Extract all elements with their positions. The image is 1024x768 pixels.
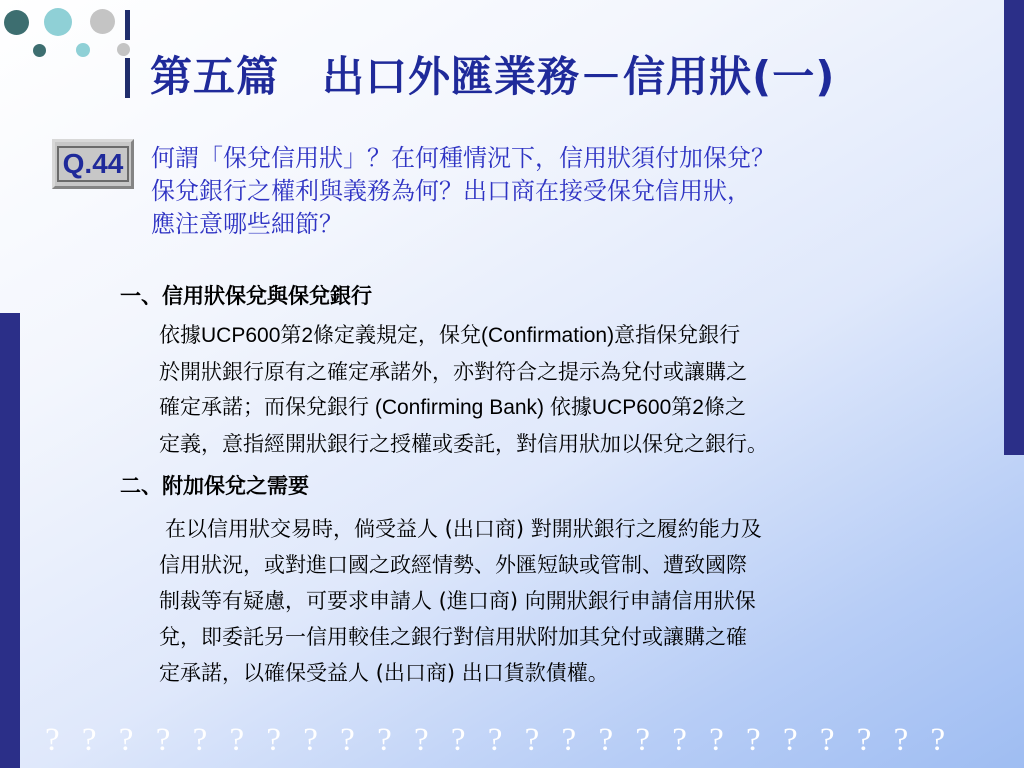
body-line: 信用狀況，或對進口國之政經情勢、外匯短缺或管制、遭致國際 <box>159 553 747 577</box>
decor-dot <box>90 9 115 34</box>
body-line: 定承諾，以確保受益人 (出口商) 出口貨款債權。 <box>159 661 609 685</box>
question-line: 應注意哪些細節？ <box>151 210 343 238</box>
question-line: 何謂「保兌信用狀」？在何種情況下，信用狀須付加保兌？ <box>151 144 775 172</box>
footer-glyphs: ? ? ? ? ? ? ? ? ? ? ? ? ? ? ? ? ? ? ? ? ? ? ? ? ? <box>45 722 953 758</box>
decor-dot <box>33 44 46 57</box>
body-line: 制裁等有疑慮，可要求申請人 (進口商) 向開狀銀行申請信用狀保 <box>159 589 756 613</box>
decor-dot <box>117 43 130 56</box>
decor-dot <box>4 10 29 35</box>
question-text <box>151 142 1001 241</box>
left-side-bar <box>0 313 20 768</box>
body-line: 定義，意指經開狀銀行之授權或委託，對信用狀加以保兌之銀行。 <box>159 432 768 456</box>
question-number: Q.44 <box>57 146 130 182</box>
title-divider <box>125 10 130 40</box>
section-heading: 二、附加保兌之需要 <box>120 474 309 498</box>
section-body <box>159 511 980 691</box>
question-line: 保兌銀行之權利與義務為何？出口商在接受保兌信用狀， <box>151 177 751 205</box>
body-line: 依據UCP600第2條定義規定，保兌(Confirmation)意指保兌銀行 <box>159 324 741 347</box>
right-side-bar <box>1004 0 1024 455</box>
body-line: 兌，即委託另一信用較佳之銀行對信用狀附加其兌付或讓購之確 <box>159 625 747 649</box>
question-badge <box>52 139 134 189</box>
decor-dot <box>44 8 72 36</box>
decor-dot <box>76 43 90 57</box>
title-divider <box>125 58 130 98</box>
page-title: 第五篇 出口外匯業務－信用狀(一) <box>150 52 836 101</box>
section-body <box>159 318 974 462</box>
body-line: 在以信用狀交易時，倘受益人 (出口商) 對開狀銀行之履約能力及 <box>165 517 762 541</box>
section-heading: 一、信用狀保兌與保兌銀行 <box>120 284 372 308</box>
body-line: 於開狀銀行原有之確定承諾外，亦對符合之提示為兌付或讓購之 <box>159 360 747 384</box>
body-line: 確定承諾；而保兌銀行 (Confirming Bank) 依據UCP600第2條之 <box>159 396 746 419</box>
